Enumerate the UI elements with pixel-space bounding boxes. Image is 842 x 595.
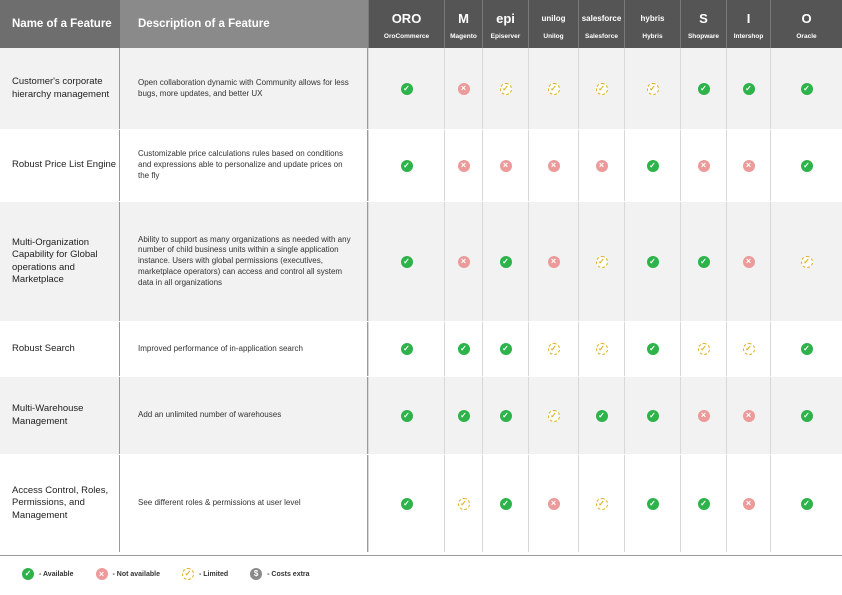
not-available-icon: ×: [96, 568, 108, 580]
oro-logo-icon: ORO: [391, 10, 422, 26]
status-cell-hybris: [624, 48, 680, 129]
available-icon: ✓: [801, 160, 813, 172]
status-cell-intershop: [726, 202, 770, 321]
status-cell-salesforce: [578, 130, 624, 201]
status-cell-episerver: [482, 202, 528, 321]
status-cell-unilog: [528, 322, 578, 376]
status-cell-salesforce: [578, 377, 624, 454]
limited-icon: ✓: [458, 498, 470, 510]
legend-item-not-available: [96, 568, 160, 580]
status-cell-episerver: [482, 130, 528, 201]
not-available-icon: ×: [500, 160, 512, 172]
available-icon: ✓: [698, 498, 710, 510]
vendor-name: Magento: [450, 33, 477, 40]
available-icon: ✓: [401, 343, 413, 355]
feature-description: Add an unlimited number of warehouses: [120, 377, 368, 454]
status-cell-oracle: [770, 377, 842, 454]
feature-description: Improved performance of in-application search: [120, 322, 368, 376]
feature-name: Multi-Organization Capability for Global operations and Marketplace: [0, 202, 120, 321]
status-cell-oracle: [770, 322, 842, 376]
legend-item-available: [22, 568, 74, 580]
vendor-header-salesforce: [578, 0, 624, 48]
table-header: [0, 0, 842, 48]
feature-description: Open collaboration dynamic with Community allows for less bugs, more updates, and better UX: [120, 48, 368, 129]
vendor-header-unilog: [528, 0, 578, 48]
not-available-icon: ×: [743, 160, 755, 172]
status-cell-magento: [444, 455, 482, 552]
status-cell-orocommerce: [368, 455, 444, 552]
table-row: [0, 48, 842, 130]
limited-icon: ✓: [182, 568, 194, 580]
vendor-name: Unilog: [543, 33, 564, 40]
limited-icon: ✓: [596, 343, 608, 355]
available-icon: ✓: [500, 498, 512, 510]
status-cell-orocommerce: [368, 322, 444, 376]
vendor-header-oracle: [770, 0, 842, 48]
available-icon: ✓: [647, 498, 659, 510]
vendor-header-episerver: [482, 0, 528, 48]
feature-name: Access Control, Roles, Permissions, and Management: [0, 455, 120, 552]
status-cell-magento: [444, 48, 482, 129]
status-cell-shopware: [680, 322, 726, 376]
available-icon: ✓: [647, 256, 659, 268]
status-cell-salesforce: [578, 202, 624, 321]
status-cell-orocommerce: [368, 202, 444, 321]
vendor-name: Salesforce: [585, 33, 618, 40]
status-cell-intershop: [726, 48, 770, 129]
not-available-icon: ×: [743, 256, 755, 268]
available-icon: ✓: [801, 410, 813, 422]
vendor-header-hybris: [624, 0, 680, 48]
status-cell-intershop: [726, 455, 770, 552]
not-available-icon: ×: [698, 160, 710, 172]
table-row: [0, 130, 842, 202]
not-available-icon: ×: [548, 256, 560, 268]
legend-item-costs-extra: [250, 568, 309, 580]
vendor-name: Hybris: [642, 33, 663, 40]
limited-icon: ✓: [698, 343, 710, 355]
available-icon: ✓: [596, 410, 608, 422]
legend: [22, 568, 332, 580]
status-cell-episerver: [482, 377, 528, 454]
legend-label: - Costs extra: [267, 570, 310, 578]
limited-icon: ✓: [500, 83, 512, 95]
available-icon: ✓: [401, 410, 413, 422]
not-available-icon: ×: [743, 498, 755, 510]
available-icon: ✓: [458, 343, 470, 355]
legend-item-limited: [182, 568, 228, 580]
status-cell-magento: [444, 322, 482, 376]
not-available-icon: ×: [548, 160, 560, 172]
not-available-icon: ×: [548, 498, 560, 510]
not-available-icon: ×: [458, 256, 470, 268]
limited-icon: ✓: [647, 83, 659, 95]
not-available-icon: ×: [458, 160, 470, 172]
status-cell-orocommerce: [368, 130, 444, 201]
status-cell-unilog: [528, 48, 578, 129]
available-icon: ✓: [458, 410, 470, 422]
available-icon: ✓: [401, 83, 413, 95]
header-feature-name: Name of a Feature: [0, 0, 120, 48]
vendor-header-orocommerce: [368, 0, 444, 48]
status-cell-oracle: [770, 130, 842, 201]
limited-icon: ✓: [743, 343, 755, 355]
feature-name: Robust Price List Engine: [0, 130, 120, 201]
available-icon: ✓: [801, 343, 813, 355]
status-cell-salesforce: [578, 455, 624, 552]
available-icon: ✓: [500, 256, 512, 268]
not-available-icon: ×: [743, 410, 755, 422]
feature-description: See different roles & permissions at user level: [120, 455, 368, 552]
feature-description: Customizable price calculations rules based on conditions and expressions able to personalize and update prices on the fly: [120, 130, 368, 201]
status-cell-magento: [444, 202, 482, 321]
table-row: [0, 322, 842, 377]
feature-name: Robust Search: [0, 322, 120, 376]
table-row: [0, 202, 842, 322]
limited-icon: ✓: [596, 256, 608, 268]
status-cell-hybris: [624, 377, 680, 454]
limited-icon: ✓: [548, 343, 560, 355]
feature-name: Multi-Warehouse Management: [0, 377, 120, 454]
not-available-icon: ×: [458, 83, 470, 95]
status-cell-orocommerce: [368, 48, 444, 129]
status-cell-unilog: [528, 455, 578, 552]
status-cell-unilog: [528, 377, 578, 454]
status-cell-intershop: [726, 322, 770, 376]
vendor-header-magento: [444, 0, 482, 48]
vendor-header-shopware: [680, 0, 726, 48]
table-row: [0, 377, 842, 455]
available-icon: ✓: [401, 256, 413, 268]
vendor-name: Oracle: [796, 33, 817, 40]
header-feature-description: Description of a Feature: [120, 0, 368, 48]
available-icon: ✓: [647, 343, 659, 355]
episerver-logo-icon: epi: [496, 10, 515, 26]
status-cell-shopware: [680, 130, 726, 201]
feature-name: Customer's corporate hierarchy management: [0, 48, 120, 129]
vendor-name: Shopware: [687, 33, 720, 40]
magento-logo-icon: M: [458, 10, 469, 26]
vendor-name: OroCommerce: [383, 33, 430, 40]
available-icon: ✓: [698, 83, 710, 95]
status-cell-shopware: [680, 377, 726, 454]
status-cell-oracle: [770, 202, 842, 321]
limited-icon: ✓: [548, 410, 560, 422]
vendor-name: Intershop: [733, 33, 764, 40]
table-row: [0, 455, 842, 553]
status-cell-oracle: [770, 48, 842, 129]
status-cell-oracle: [770, 455, 842, 552]
limited-icon: ✓: [548, 83, 560, 95]
shopware-logo-icon: S: [699, 10, 708, 26]
costs-extra-icon: $: [250, 568, 262, 580]
legend-label: - Limited: [198, 570, 229, 578]
table-bottom-divider: [0, 555, 842, 556]
status-cell-unilog: [528, 130, 578, 201]
oracle-logo-icon: O: [801, 10, 812, 26]
available-icon: ✓: [647, 410, 659, 422]
status-cell-orocommerce: [368, 377, 444, 454]
available-icon: ✓: [801, 83, 813, 95]
available-icon: ✓: [401, 498, 413, 510]
status-cell-magento: [444, 130, 482, 201]
vendor-name: Episerver: [490, 33, 521, 40]
status-cell-magento: [444, 377, 482, 454]
status-cell-intershop: [726, 130, 770, 201]
status-cell-shopware: [680, 48, 726, 129]
available-icon: ✓: [647, 160, 659, 172]
legend-label: - Not available: [112, 570, 160, 578]
hybris-logo-icon: hybris: [640, 13, 665, 23]
status-cell-hybris: [624, 455, 680, 552]
available-icon: ✓: [743, 83, 755, 95]
not-available-icon: ×: [698, 410, 710, 422]
not-available-icon: ×: [596, 160, 608, 172]
limited-icon: ✓: [596, 83, 608, 95]
status-cell-hybris: [624, 130, 680, 201]
status-cell-episerver: [482, 455, 528, 552]
salesforce-logo-icon: salesforce: [581, 13, 622, 23]
unilog-logo-icon: unilog: [541, 13, 566, 23]
available-icon: ✓: [500, 410, 512, 422]
available-icon: ✓: [698, 256, 710, 268]
legend-label: - Available: [39, 570, 74, 578]
status-cell-hybris: [624, 322, 680, 376]
available-icon: ✓: [401, 160, 413, 172]
available-icon: ✓: [500, 343, 512, 355]
vendor-header-intershop: [726, 0, 770, 48]
status-cell-episerver: [482, 48, 528, 129]
limited-icon: ✓: [596, 498, 608, 510]
status-cell-salesforce: [578, 322, 624, 376]
status-cell-hybris: [624, 202, 680, 321]
status-cell-unilog: [528, 202, 578, 321]
status-cell-intershop: [726, 377, 770, 454]
feature-description: Ability to support as many organizations as needed with any number of child business units within a single application instance. Users with global permissions (executives, marketplace operators) can access and control all system data in all organizations: [120, 202, 368, 321]
intershop-logo-icon: I: [746, 10, 751, 26]
status-cell-episerver: [482, 322, 528, 376]
available-icon: ✓: [801, 498, 813, 510]
status-cell-shopware: [680, 202, 726, 321]
status-cell-shopware: [680, 455, 726, 552]
available-icon: ✓: [22, 568, 34, 580]
limited-icon: ✓: [801, 256, 813, 268]
status-cell-salesforce: [578, 48, 624, 129]
